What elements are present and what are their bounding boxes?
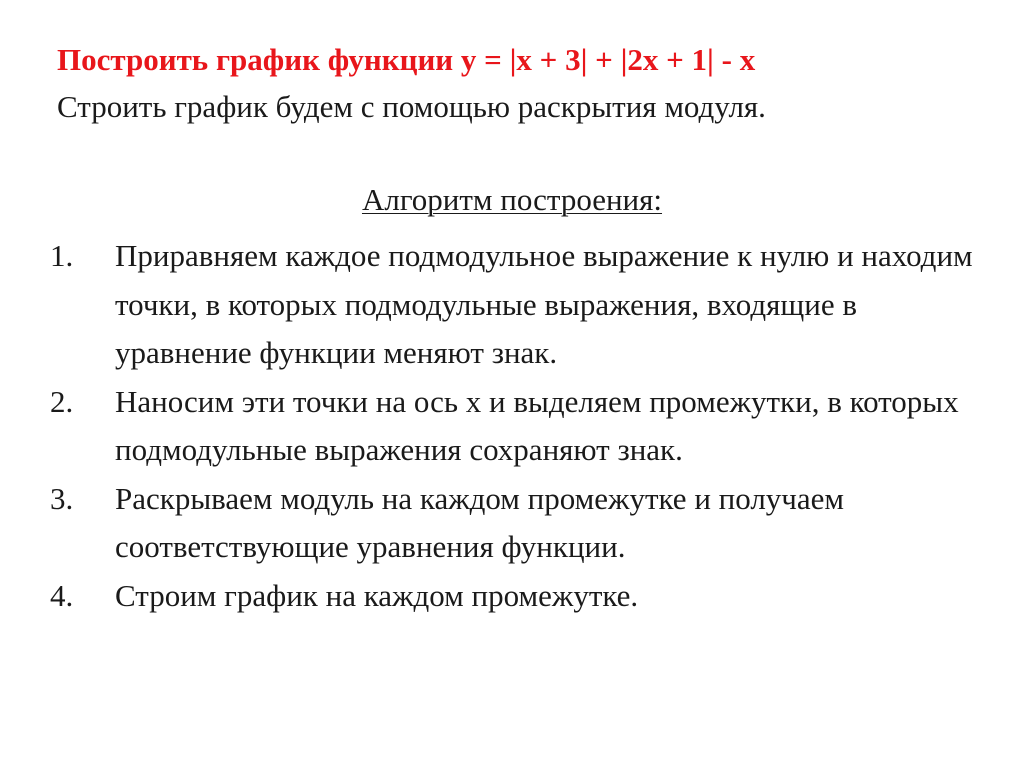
step-number: 4. xyxy=(50,577,74,613)
step-number: 3. xyxy=(50,480,74,516)
step-number: 2. xyxy=(50,383,74,419)
algorithm-heading xyxy=(0,180,1024,220)
algorithm-heading-text: Алгоритм построения: xyxy=(361,182,663,217)
algorithm-step-1 xyxy=(40,232,1000,378)
algorithm-step-2 xyxy=(40,378,1000,475)
step-text: Строим график на каждом промежутке. xyxy=(115,577,639,613)
slide-subtitle: Строить график будем с помощью раскрытия модуля. xyxy=(57,89,766,124)
step-text: Приравняем каждое подмодульное выражение к нулю и находим точки, в которых подмодульные выражения, входящие в уравнение функции меняют знак. xyxy=(115,238,973,370)
step-number: 1. xyxy=(50,238,74,273)
slide-title: Построить график функции у = |x + 3| + |2x + 1| - x xyxy=(57,42,756,77)
step-text: Наносим эти точки на ось х и выделяем промежутки, в которых подмодульные выражения сохраняют знак. xyxy=(115,383,959,467)
algorithm-steps-list xyxy=(40,232,1000,620)
step-text: Раскрываем модуль на каждом промежутке и получаем соответствующие уравнения функции. xyxy=(115,480,845,564)
algorithm-step-3 xyxy=(40,475,1000,572)
algorithm-step-4 xyxy=(40,572,1000,621)
